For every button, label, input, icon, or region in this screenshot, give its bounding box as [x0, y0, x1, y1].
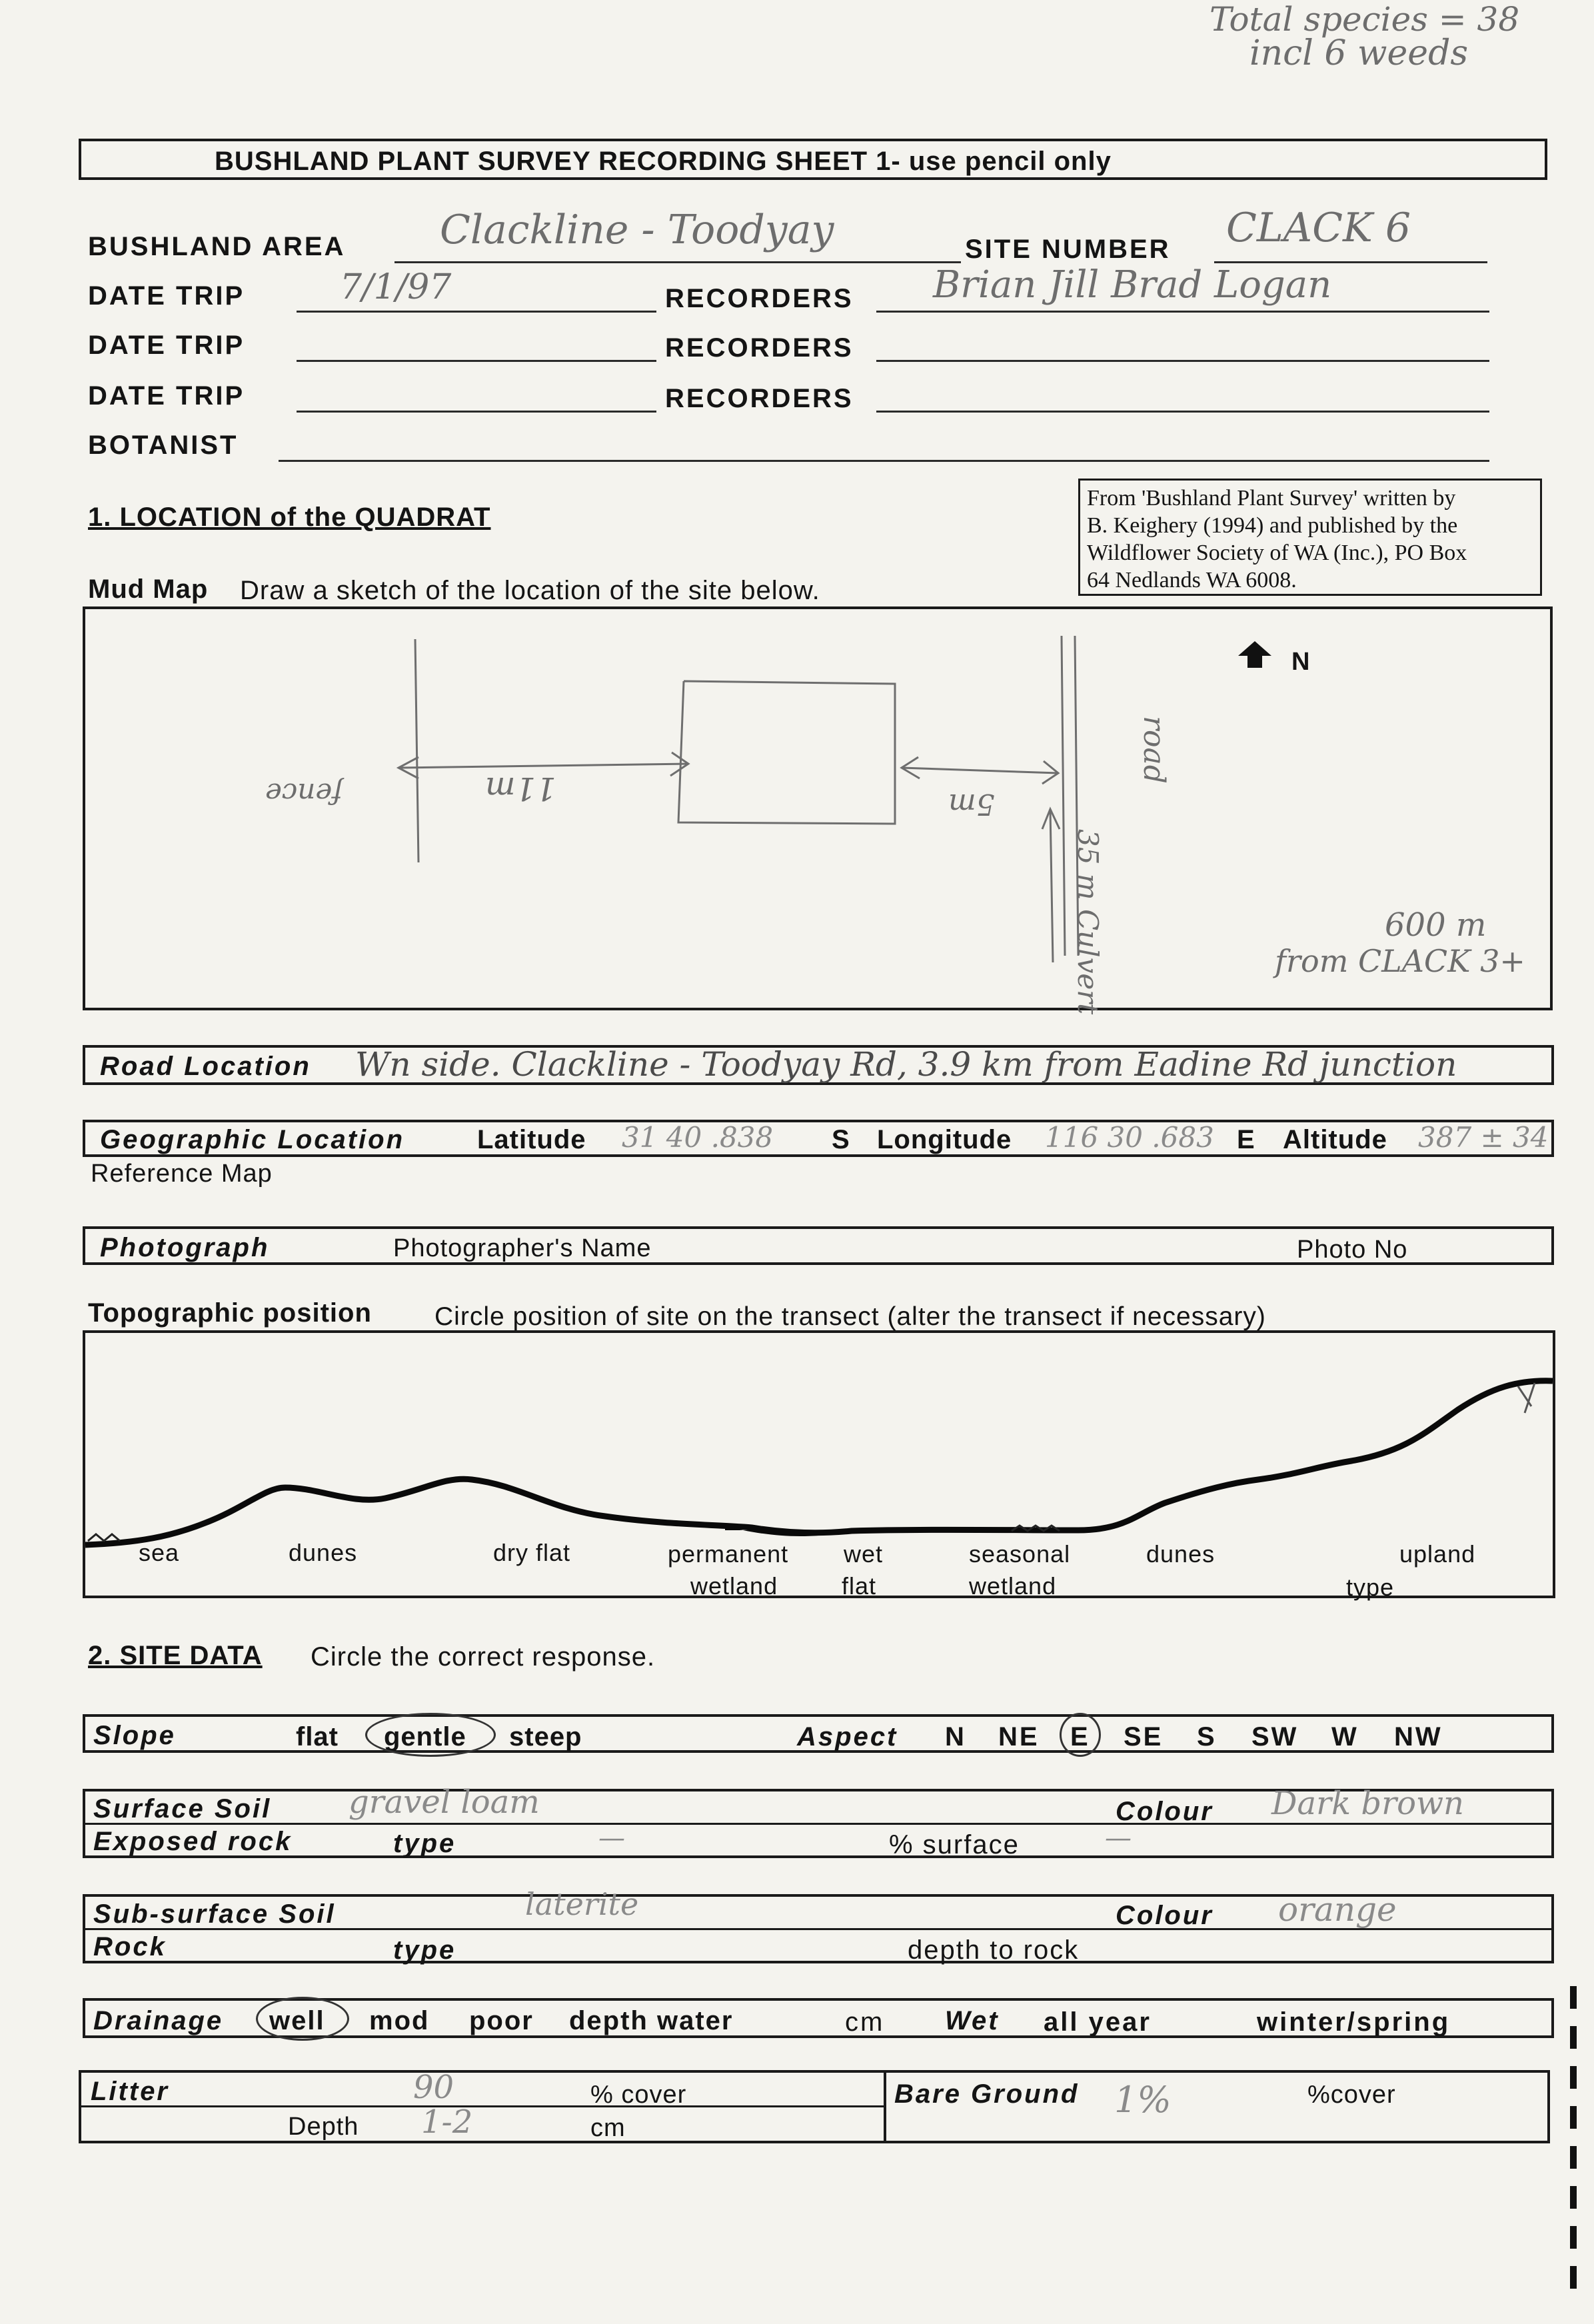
exposed-rock-pct-label: % surface — [889, 1830, 1020, 1859]
mud-map-box[interactable] — [83, 606, 1553, 1015]
mud-map-label: Mud Map — [88, 575, 209, 604]
topo-flat-2: flat — [842, 1572, 877, 1600]
topo-permanent: permanent — [668, 1540, 789, 1568]
wet-all-year-option[interactable]: all year — [1044, 2007, 1152, 2037]
wet-winter-spring-option[interactable]: winter/spring — [1257, 2007, 1451, 2037]
title-bar — [79, 139, 1547, 180]
aspect-e-option[interactable]: E — [1070, 1722, 1090, 1751]
longitude-label: Longitude — [877, 1125, 1012, 1154]
recorders-label-2: RECORDERS — [665, 333, 854, 363]
litter-bare-box — [79, 2070, 1550, 2143]
citation-box — [1078, 479, 1542, 596]
surface-colour-label: Colour — [1116, 1797, 1213, 1826]
aspect-w-option[interactable]: W — [1331, 1722, 1359, 1751]
bushland-area-line — [395, 261, 961, 263]
geo-location-label: Geographic Location — [100, 1125, 405, 1154]
slope-steep-option[interactable]: steep — [509, 1722, 582, 1751]
species-count-note: Total species = 38 — [1209, 0, 1520, 39]
exposed-rock-type-value[interactable]: — — [598, 1823, 625, 1853]
slope-label: Slope — [93, 1721, 176, 1750]
topo-dry-flat: dry flat — [493, 1539, 571, 1566]
latitude-value[interactable]: 31 40 .838 — [622, 1121, 774, 1154]
bushland-area-value[interactable]: Clackline - Toodyay — [440, 207, 834, 253]
aspect-s-option[interactable]: S — [1197, 1722, 1217, 1751]
section2-instruction: Circle the correct response. — [311, 1642, 656, 1672]
rock-label: Rock — [93, 1932, 167, 1961]
recorders-line-3 — [876, 411, 1489, 413]
bushland-area-label: BUSHLAND AREA — [88, 232, 346, 261]
litter-depth-value[interactable]: 1-2 — [421, 2103, 473, 2141]
sketch-culvert-label: 35 m Culvert — [1072, 829, 1104, 1015]
depth-water-cm: cm — [845, 2007, 885, 2037]
topographic-instruction: Circle position of site on the transect (alter the transect if necessary) — [434, 1302, 1266, 1331]
aspect-sw-option[interactable]: SW — [1251, 1722, 1299, 1751]
road-location-label: Road Location — [100, 1052, 311, 1081]
site-number-value[interactable]: CLACK 6 — [1226, 205, 1411, 251]
bare-ground-value[interactable]: 1% — [1114, 2079, 1172, 2121]
topo-wetland-2: wetland — [969, 1572, 1057, 1600]
litter-depth-cm: cm — [590, 2114, 626, 2142]
scan-edge-marks — [1570, 1986, 1577, 2293]
topo-wetland-1: wetland — [690, 1572, 778, 1600]
drainage-well-option[interactable]: well — [269, 2006, 325, 2035]
aspect-nw-option[interactable]: NW — [1394, 1722, 1443, 1751]
slope-gentle-circle — [365, 1713, 496, 1757]
surface-soil-label: Surface Soil — [93, 1794, 272, 1823]
north-arrow-icon — [1238, 641, 1271, 668]
citation-line-3: Wildflower Society of WA (Inc.), PO Box — [1087, 541, 1467, 565]
latitude-label: Latitude — [477, 1125, 586, 1154]
recorders-line-1 — [876, 311, 1489, 313]
aspect-label: Aspect — [797, 1722, 898, 1751]
drainage-well-circle — [256, 1997, 349, 2041]
slope-aspect-box — [83, 1714, 1554, 1753]
date-trip-line-1 — [297, 311, 656, 313]
litter-depth-label: Depth — [288, 2113, 359, 2141]
topo-dunes-1: dunes — [289, 1539, 358, 1566]
date-trip-line-2 — [297, 360, 656, 362]
recorders-value-1[interactable]: Brian Jill Brad Logan — [933, 263, 1332, 307]
surface-soil-value[interactable]: gravel loam — [349, 1783, 540, 1821]
recorders-label-3: RECORDERS — [665, 384, 854, 413]
surface-colour-value[interactable]: Dark brown — [1271, 1785, 1464, 1822]
subsurface-soil-box — [83, 1886, 1554, 1965]
bare-ground-label: Bare Ground — [894, 2079, 1080, 2109]
dist-arrow-2 — [902, 768, 1058, 773]
botanist-line — [279, 460, 1489, 462]
topo-upland: upland — [1399, 1540, 1476, 1568]
surface-soil-divider — [85, 1823, 1551, 1825]
culvert-arrow — [1050, 809, 1053, 962]
geo-location-box — [83, 1120, 1554, 1157]
topographic-label: Topographic position — [88, 1298, 372, 1328]
drainage-poor-option[interactable]: poor — [469, 2006, 534, 2035]
page-title: BUSHLAND PLANT SURVEY RECORDING SHEET 1- use pencil only — [215, 147, 1112, 176]
depth-to-rock-label: depth to rock — [908, 1935, 1080, 1965]
date-trip-value-1[interactable]: 7/1/97 — [340, 267, 452, 307]
sketch-fence-label: fence — [265, 777, 343, 810]
exposed-rock-label: Exposed rock — [93, 1827, 293, 1856]
sketch-note-1: 600 m — [1385, 906, 1487, 944]
aspect-ne-option[interactable]: NE — [998, 1722, 1040, 1751]
citation-line-1: From 'Bushland Plant Survey' written by — [1087, 486, 1456, 511]
sketch-dist1-label: 11m — [485, 770, 556, 807]
exposed-rock-type-label: type — [393, 1829, 456, 1858]
litter-cover-label: % cover — [590, 2081, 687, 2109]
aspect-n-option[interactable]: N — [945, 1722, 966, 1751]
date-trip-label-2: DATE TRIP — [88, 331, 245, 360]
wet-label: Wet — [945, 2006, 1000, 2035]
dist-arrow-1 — [398, 764, 688, 768]
citation-line-4: 64 Nedlands WA 6008. — [1087, 568, 1297, 592]
road-line-1 — [1062, 636, 1065, 956]
longitude-value[interactable]: 116 30 .683 — [1045, 1121, 1214, 1154]
aspect-e-circle — [1060, 1713, 1101, 1757]
aspect-se-option[interactable]: SE — [1124, 1722, 1164, 1751]
quadrat-rect — [678, 681, 895, 824]
surface-soil-box — [83, 1783, 1554, 1859]
transect-box[interactable] — [83, 1330, 1555, 1601]
topo-dunes-2: dunes — [1146, 1540, 1215, 1568]
topo-type: type — [1346, 1574, 1395, 1601]
photograph-box — [83, 1226, 1554, 1265]
section1-heading: 1. LOCATION of the QUADRAT — [88, 503, 491, 532]
recorders-label-1: RECORDERS — [665, 284, 854, 313]
reference-map-label: Reference Map — [91, 1160, 273, 1188]
altitude-label: Altitude — [1283, 1125, 1387, 1154]
subsurface-soil-value[interactable]: laterite — [525, 1886, 639, 1922]
sketch-dist2-label: 5m — [948, 787, 995, 821]
latitude-s: S — [832, 1125, 852, 1154]
citation-line-2: B. Keighery (1994) and published by the — [1087, 513, 1458, 538]
date-trip-label-3: DATE TRIP — [88, 381, 245, 411]
longitude-e: E — [1237, 1125, 1257, 1154]
photograph-label: Photograph — [100, 1233, 270, 1262]
date-trip-label-1: DATE TRIP — [88, 281, 245, 311]
mud-map-instruction: Draw a sketch of the location of the site below. — [240, 576, 820, 605]
botanist-label: BOTANIST — [88, 431, 239, 460]
section2-heading: 2. SITE DATA — [88, 1641, 263, 1670]
depth-water-label: depth water — [569, 2006, 734, 2035]
site-number-label: SITE NUMBER — [965, 235, 1171, 264]
north-label: N — [1291, 648, 1312, 676]
drainage-mod-option[interactable]: mod — [369, 2006, 430, 2035]
road-location-box — [83, 1045, 1554, 1085]
exposed-rock-pct-value[interactable]: — — [1105, 1823, 1132, 1853]
weeds-count-note: incl 6 weeds — [1249, 33, 1469, 73]
slope-gentle-option[interactable]: gentle — [384, 1722, 466, 1751]
subsurface-colour-label: Colour — [1116, 1901, 1213, 1930]
slope-flat-option[interactable]: flat — [296, 1722, 339, 1751]
topo-seasonal: seasonal — [969, 1540, 1071, 1568]
photographer-name-label: Photographer's Name — [393, 1234, 652, 1262]
rock-type-label: type — [393, 1935, 456, 1965]
sketch-note-2: from CLACK 3+ — [1275, 943, 1525, 979]
litter-divider-h — [81, 2105, 884, 2107]
drainage-label: Drainage — [93, 2006, 224, 2035]
litter-cover-value[interactable]: 90 — [413, 2069, 454, 2106]
subsurface-colour-value[interactable]: orange — [1278, 1890, 1397, 1929]
bare-ground-cover-label: %cover — [1307, 2081, 1396, 2109]
altitude-value[interactable]: 387 ± 34 — [1418, 1121, 1549, 1154]
photo-no-label: Photo No — [1297, 1236, 1408, 1264]
topo-wet: wet — [844, 1540, 884, 1568]
litter-label: Litter — [91, 2077, 169, 2106]
drainage-box — [83, 1998, 1554, 2038]
road-location-value[interactable]: Wn side. Clackline - Toodyay Rd, 3.9 km from Eadine Rd junction — [355, 1045, 1457, 1084]
sketch-road-label: road — [1137, 716, 1171, 784]
topo-sea: sea — [139, 1539, 180, 1566]
fence-line — [415, 639, 418, 862]
subsurface-soil-label: Sub-surface Soil — [93, 1899, 336, 1929]
recorders-line-2 — [876, 360, 1489, 362]
litter-bare-divider-v — [884, 2073, 886, 2141]
date-trip-line-3 — [297, 411, 656, 413]
